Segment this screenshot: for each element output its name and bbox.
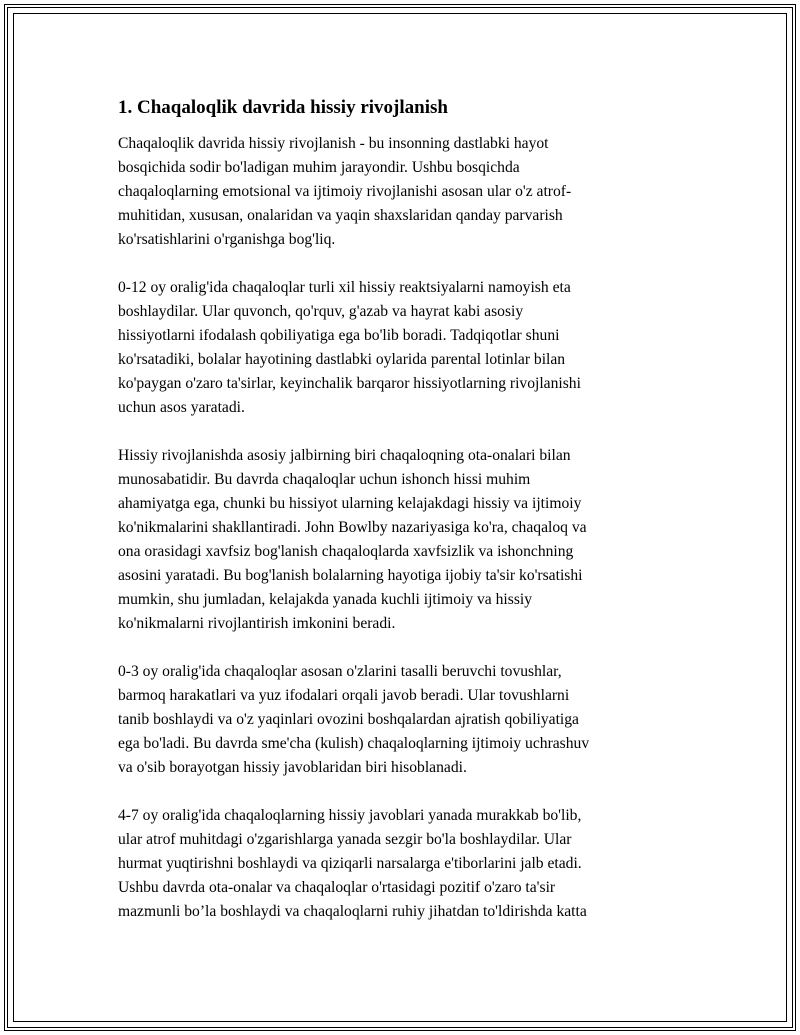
paragraph-0-12-months bbox=[118, 276, 688, 420]
text-line: Chaqaloqlik davrida hissiy rivojlanish - bu insonning dastlabki hayot bbox=[118, 135, 549, 152]
text-line: 4-7 oy oralig'ida chaqaloqlarning hissiy javoblari yanada murakkab bo'lib, bbox=[118, 807, 582, 824]
text-line: asosini yaratadi. Bu bog'lanish bolalarning hayotiga ijobiy ta'sir ko'rsatishi bbox=[118, 567, 583, 584]
text-line: hissiyotlarni ifodalash qobiliyatiga ega bo'lib boradi. Tadqiqotlar shuni bbox=[118, 327, 560, 344]
text-line: ko'rsatishlarini o'rganishga bog'liq. bbox=[118, 231, 336, 248]
text-line: chaqaloqlarning emotsional va ijtimoiy rivojlanishi asosan ular o'z atrof- bbox=[118, 183, 572, 200]
text-line: ko'nikmalarni rivojlantirish imkonini beradi. bbox=[118, 615, 396, 632]
paragraph-4-7-months bbox=[118, 804, 688, 924]
text-line: ahamiyatga ega, chunki bu hissiyot ularning kelajakdagi hissiy va ijtimoiy bbox=[118, 495, 582, 512]
paragraph-attachment bbox=[118, 444, 688, 636]
text-line: Hissiy rivojlanishda asosiy jalbirning biri chaqaloqning ota-onalari bilan bbox=[118, 447, 571, 464]
text-line: ular atrof muhitdagi o'zgarishlarga yanada sezgir bo'la boshlaydilar. Ular bbox=[118, 831, 572, 848]
text-line: va o'sib borayotgan hissiy javoblaridan biri hisoblanadi. bbox=[118, 759, 467, 776]
text-line: boshlaydilar. Ular quvonch, qo'rquv, g'azab va hayrat kabi asosiy bbox=[118, 303, 524, 320]
text-line: tanib boshlaydi va o'z yaqinlari ovozini boshqalardan ajratish qobiliyatiga bbox=[118, 711, 579, 728]
paragraph-intro bbox=[118, 132, 688, 252]
text-line: ona orasidagi xavfsiz bog'lanish chaqaloqlarda xavfsizlik va ishonchning bbox=[118, 543, 574, 560]
section-heading: 1. Chaqaloqlik davrida hissiy rivojlanish bbox=[118, 97, 448, 118]
text-line: mazmunli bo’la boshlaydi va chaqaloqlarni ruhiy jihatdan to'ldirishda katta bbox=[118, 903, 587, 920]
text-line: hurmat yuqtirishni boshlaydi va qiziqarli narsalarga e'tiborlarini jalb etadi. bbox=[118, 855, 582, 872]
text-line: 0-3 oy oralig'ida chaqaloqlar asosan o'zlarini tasalli beruvchi tovushlar, bbox=[118, 663, 562, 680]
text-line: munosabatidir. Bu davrda chaqaloqlar uchun ishonch hissi muhim bbox=[118, 471, 531, 488]
text-line: uchun asos yaratadi. bbox=[118, 399, 245, 416]
text-line: barmoq harakatlari va yuz ifodalari orqali javob beradi. Ular tovushlarni bbox=[118, 687, 570, 704]
paragraph-0-3-months bbox=[118, 660, 688, 780]
text-line: ega bo'ladi. Bu davrda sme'cha (kulish) chaqaloqlarning ijtimoiy uchrashuv bbox=[118, 735, 590, 752]
text-line: ko'nikmalarini shakllantiradi. John Bowlby nazariyasiga ko'ra, chaqaloq va bbox=[118, 519, 587, 536]
text-line: ko'rsatadiki, bolalar hayotining dastlabki oylarida parental lotinlar bilan bbox=[118, 351, 566, 368]
text-line: muhitidan, xususan, onalaridan va yaqin shaxslaridan qanday parvarish bbox=[118, 207, 563, 224]
document-body bbox=[118, 96, 688, 948]
text-line: ko'paygan o'zaro ta'sirlar, keyinchalik barqaror hissiyotlarning rivojlanishi bbox=[118, 375, 581, 392]
text-line: 0-12 oy oralig'ida chaqaloqlar turli xil hissiy reaktsiyalarni namoyish eta bbox=[118, 279, 571, 296]
text-line: mumkin, shu jumladan, kelajakda yanada kuchli ijtimoiy va hissiy bbox=[118, 591, 533, 608]
text-line: bosqichida sodir bo'ladigan muhim jarayondir. Ushbu bosqichda bbox=[118, 159, 520, 176]
text-line: Ushbu davrda ota-onalar va chaqaloqlar o'rtasidagi pozitif o'zaro ta'sir bbox=[118, 879, 556, 896]
